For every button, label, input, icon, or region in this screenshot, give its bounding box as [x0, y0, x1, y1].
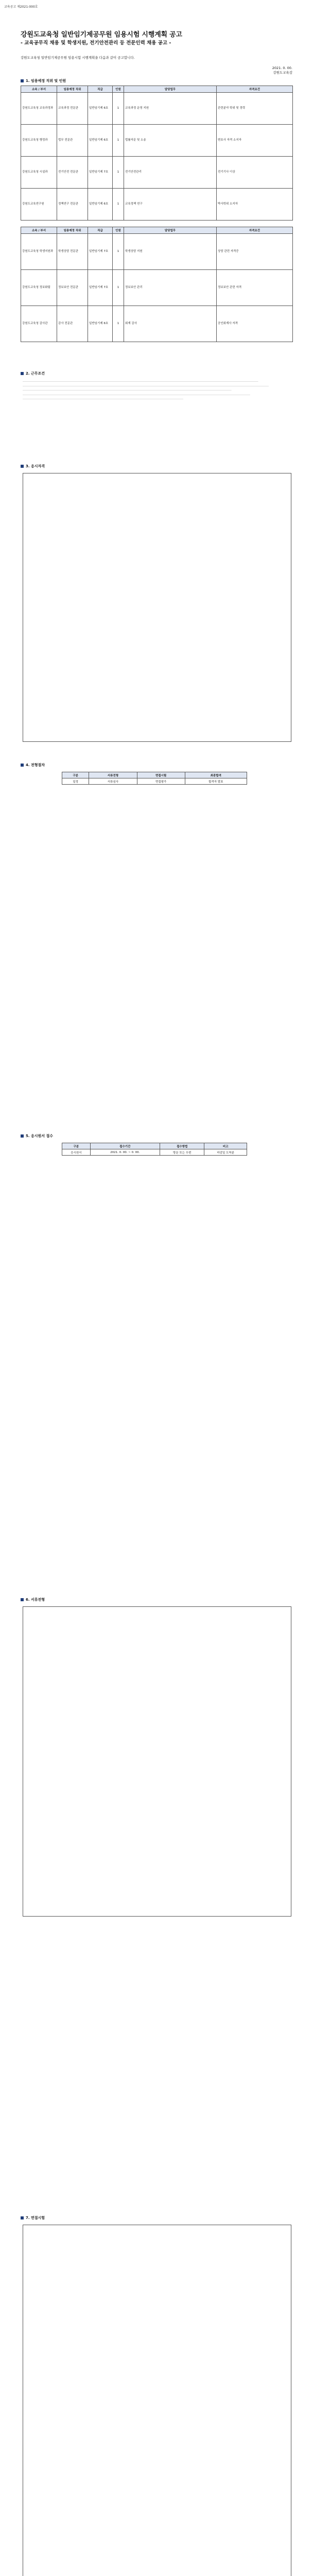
table-cell: 1 — [113, 93, 124, 125]
document-number: 교육공고 제2021-000호 — [4, 5, 38, 9]
document-date: 2021. 0. 00. — [272, 66, 292, 70]
table-cell: 감사 전문관 — [57, 306, 88, 342]
table-cell: 1 — [113, 125, 124, 157]
table-header-cell: 접수방법 — [160, 1143, 204, 1149]
table-header-cell: 소속 / 부서 — [21, 227, 57, 234]
section-marker-icon — [21, 2216, 24, 2219]
table-cell: 회계 감사 — [124, 306, 217, 342]
table-cell: 교육정책 연구 — [124, 189, 217, 221]
section-marker-icon — [21, 372, 24, 375]
section-heading-text: 2. 근무조건 — [26, 371, 45, 376]
table-cell: 서류심사 — [89, 778, 137, 785]
document-intro: 강원도교육청 일반임기제공무원 임용시험 시행계획을 다음과 같이 공고합니다. — [21, 56, 135, 60]
table-row — [21, 189, 293, 221]
section-marker-icon — [21, 764, 24, 767]
table-cell: 강원도교육청 학생지원과 — [21, 234, 57, 270]
table-cell: 일반임기제 6호 — [88, 93, 113, 125]
table-header-cell: 자격요건 — [217, 227, 293, 234]
table-cell: 1 — [113, 306, 124, 342]
table-cell: 전기안전 전문관 — [57, 157, 88, 189]
table-row — [21, 125, 293, 157]
table-cell: 마감일 도착분 — [204, 1149, 247, 1156]
table-cell: 상담 관련 자격증 — [217, 234, 293, 270]
table-header-cell: 서류전형 — [89, 772, 137, 778]
table-row — [21, 306, 293, 342]
table-header-cell: 담당업무 — [124, 86, 217, 93]
table-cell: 일반임기제 7호 — [88, 157, 113, 189]
section-marker-icon — [21, 1134, 24, 1138]
table-cell: 강원도교육청 정보화팀 — [21, 270, 57, 306]
section-heading-text: 5. 응시원서 접수 — [26, 1134, 53, 1138]
table-cell: 1 — [113, 157, 124, 189]
table-cell: 방문 또는 우편 — [160, 1149, 204, 1156]
table-header-cell: 구분 — [62, 772, 89, 778]
text-line — [23, 388, 290, 393]
table-header-cell: 비고 — [204, 1143, 247, 1149]
table-cell: 변호사 자격 소지자 — [217, 125, 293, 157]
section-heading-1 — [21, 78, 66, 83]
table-header-cell: 임용예정 직위 — [57, 227, 88, 234]
table-row — [21, 270, 293, 306]
section-heading-7 — [21, 2215, 45, 2221]
table-header-cell: 최종합격 — [185, 772, 247, 778]
eligibility-box — [23, 473, 291, 742]
document-header — [21, 31, 292, 46]
table-header-cell: 담당업무 — [124, 227, 217, 234]
section-heading-text: 3. 응시자격 — [26, 464, 45, 468]
table-cell: 일반임기제 6호 — [88, 306, 113, 342]
table-cell: 전기기사 이상 — [217, 157, 293, 189]
table-header-row — [21, 227, 293, 234]
table-cell: 일반임기제 7호 — [88, 270, 113, 306]
table-cell: 학생상담 지원 — [124, 234, 217, 270]
table-cell: 일정 — [62, 778, 89, 785]
table-cell: 정책연구 전문관 — [57, 189, 88, 221]
text-line — [23, 393, 290, 397]
section-heading-5 — [21, 1133, 53, 1139]
table-cell: 면접평가 — [137, 778, 185, 785]
section-marker-icon — [21, 465, 24, 468]
section-heading-6 — [21, 1597, 45, 1602]
table-header-cell: 접수기간 — [90, 1143, 160, 1149]
text-line — [23, 384, 290, 388]
table-cell: 법무 전문관 — [57, 125, 88, 157]
table-cell: 일반임기제 7호 — [88, 234, 113, 270]
section-heading-text: 6. 서류전형 — [26, 1598, 45, 1602]
section-heading-4 — [21, 762, 45, 768]
table-cell: 응시원서 — [62, 1149, 91, 1156]
section-marker-icon — [21, 1598, 24, 1601]
table-header-cell: 직급 — [88, 227, 113, 234]
table-cell: 일반임기제 6호 — [88, 125, 113, 157]
table-cell: 강원도교육청 행정과 — [21, 125, 57, 157]
document-title: 강원도교육청 일반임기제공무원 임용시험 시행계획 공고 — [21, 31, 182, 39]
table-header-cell: 구분 — [62, 1143, 91, 1149]
table-cell: 정보보안 관련 자격 — [217, 270, 293, 306]
table-row — [62, 778, 247, 785]
text-line — [23, 397, 290, 401]
table-cell: 정보보안 전문관 — [57, 270, 88, 306]
table-header-row — [62, 772, 247, 778]
document-date-block — [272, 66, 292, 75]
table-cell: 합격자 발표 — [185, 778, 247, 785]
interview-box — [23, 2225, 291, 2576]
table-header-row — [62, 1143, 247, 1149]
table-cell: 1 — [113, 234, 124, 270]
document-screening-box — [23, 1606, 291, 1917]
table-cell: 박사학위 소지자 — [217, 189, 293, 221]
table-cell: 전기안전관리 — [124, 157, 217, 189]
table-header-row — [21, 86, 293, 93]
table-cell: 공인회계사 자격 — [217, 306, 293, 342]
section-heading-text: 7. 면접시험 — [26, 2216, 45, 2220]
table-row — [21, 157, 293, 189]
table-cell: 정보보안 관리 — [124, 270, 217, 306]
table-cell: 1 — [113, 270, 124, 306]
section-marker-icon — [21, 79, 24, 82]
table-cell: 일반임기제 6호 — [88, 189, 113, 221]
section-heading-text: 1. 임용예정 직위 및 인원 — [26, 79, 66, 83]
table-header-cell: 인원 — [113, 227, 124, 234]
process-table — [62, 772, 247, 785]
document-subtitle: - 교육공무직 채용 및 학생지원, 전기안전관리 등 전문인력 채용 공고 - — [21, 40, 171, 46]
table-cell: 학생상담 전문관 — [57, 234, 88, 270]
table-cell: 교육과정 전문관 — [57, 93, 88, 125]
table-cell: 교육과정 운영 지원 — [124, 93, 217, 125]
position-table-1 — [21, 86, 293, 221]
table-cell: 강원도교육청 감사관 — [21, 306, 57, 342]
text-line — [23, 379, 290, 384]
table-row — [21, 234, 293, 270]
table-cell: 강원도교육연구원 — [21, 189, 57, 221]
table-cell: 1 — [113, 189, 124, 221]
section-heading-text: 4. 전형절차 — [26, 763, 45, 767]
position-table-2 — [21, 227, 293, 342]
table-cell: 강원도교육청 시설과 — [21, 157, 57, 189]
table-cell: 2021. 0. 00. ~ 0. 00. — [90, 1149, 160, 1156]
table-header-cell: 면접시험 — [137, 772, 185, 778]
table-header-cell: 임용예정 직위 — [57, 86, 88, 93]
table-header-cell: 소속 / 부서 — [21, 86, 57, 93]
document-issuer: 강원도교육감 — [273, 71, 292, 75]
section-heading-2 — [21, 371, 45, 376]
table-cell: 강원도교육청 교육과정과 — [21, 93, 57, 125]
table-row — [21, 93, 293, 125]
table-row — [62, 1149, 247, 1156]
table-header-cell: 자격요건 — [217, 86, 293, 93]
table-cell: 관련분야 학위 및 경력 — [217, 93, 293, 125]
section-heading-3 — [21, 464, 45, 469]
table-header-cell: 직급 — [88, 86, 113, 93]
application-table — [62, 1143, 247, 1156]
table-header-cell: 인원 — [113, 86, 124, 93]
table-cell: 법률자문 및 소송 — [124, 125, 217, 157]
